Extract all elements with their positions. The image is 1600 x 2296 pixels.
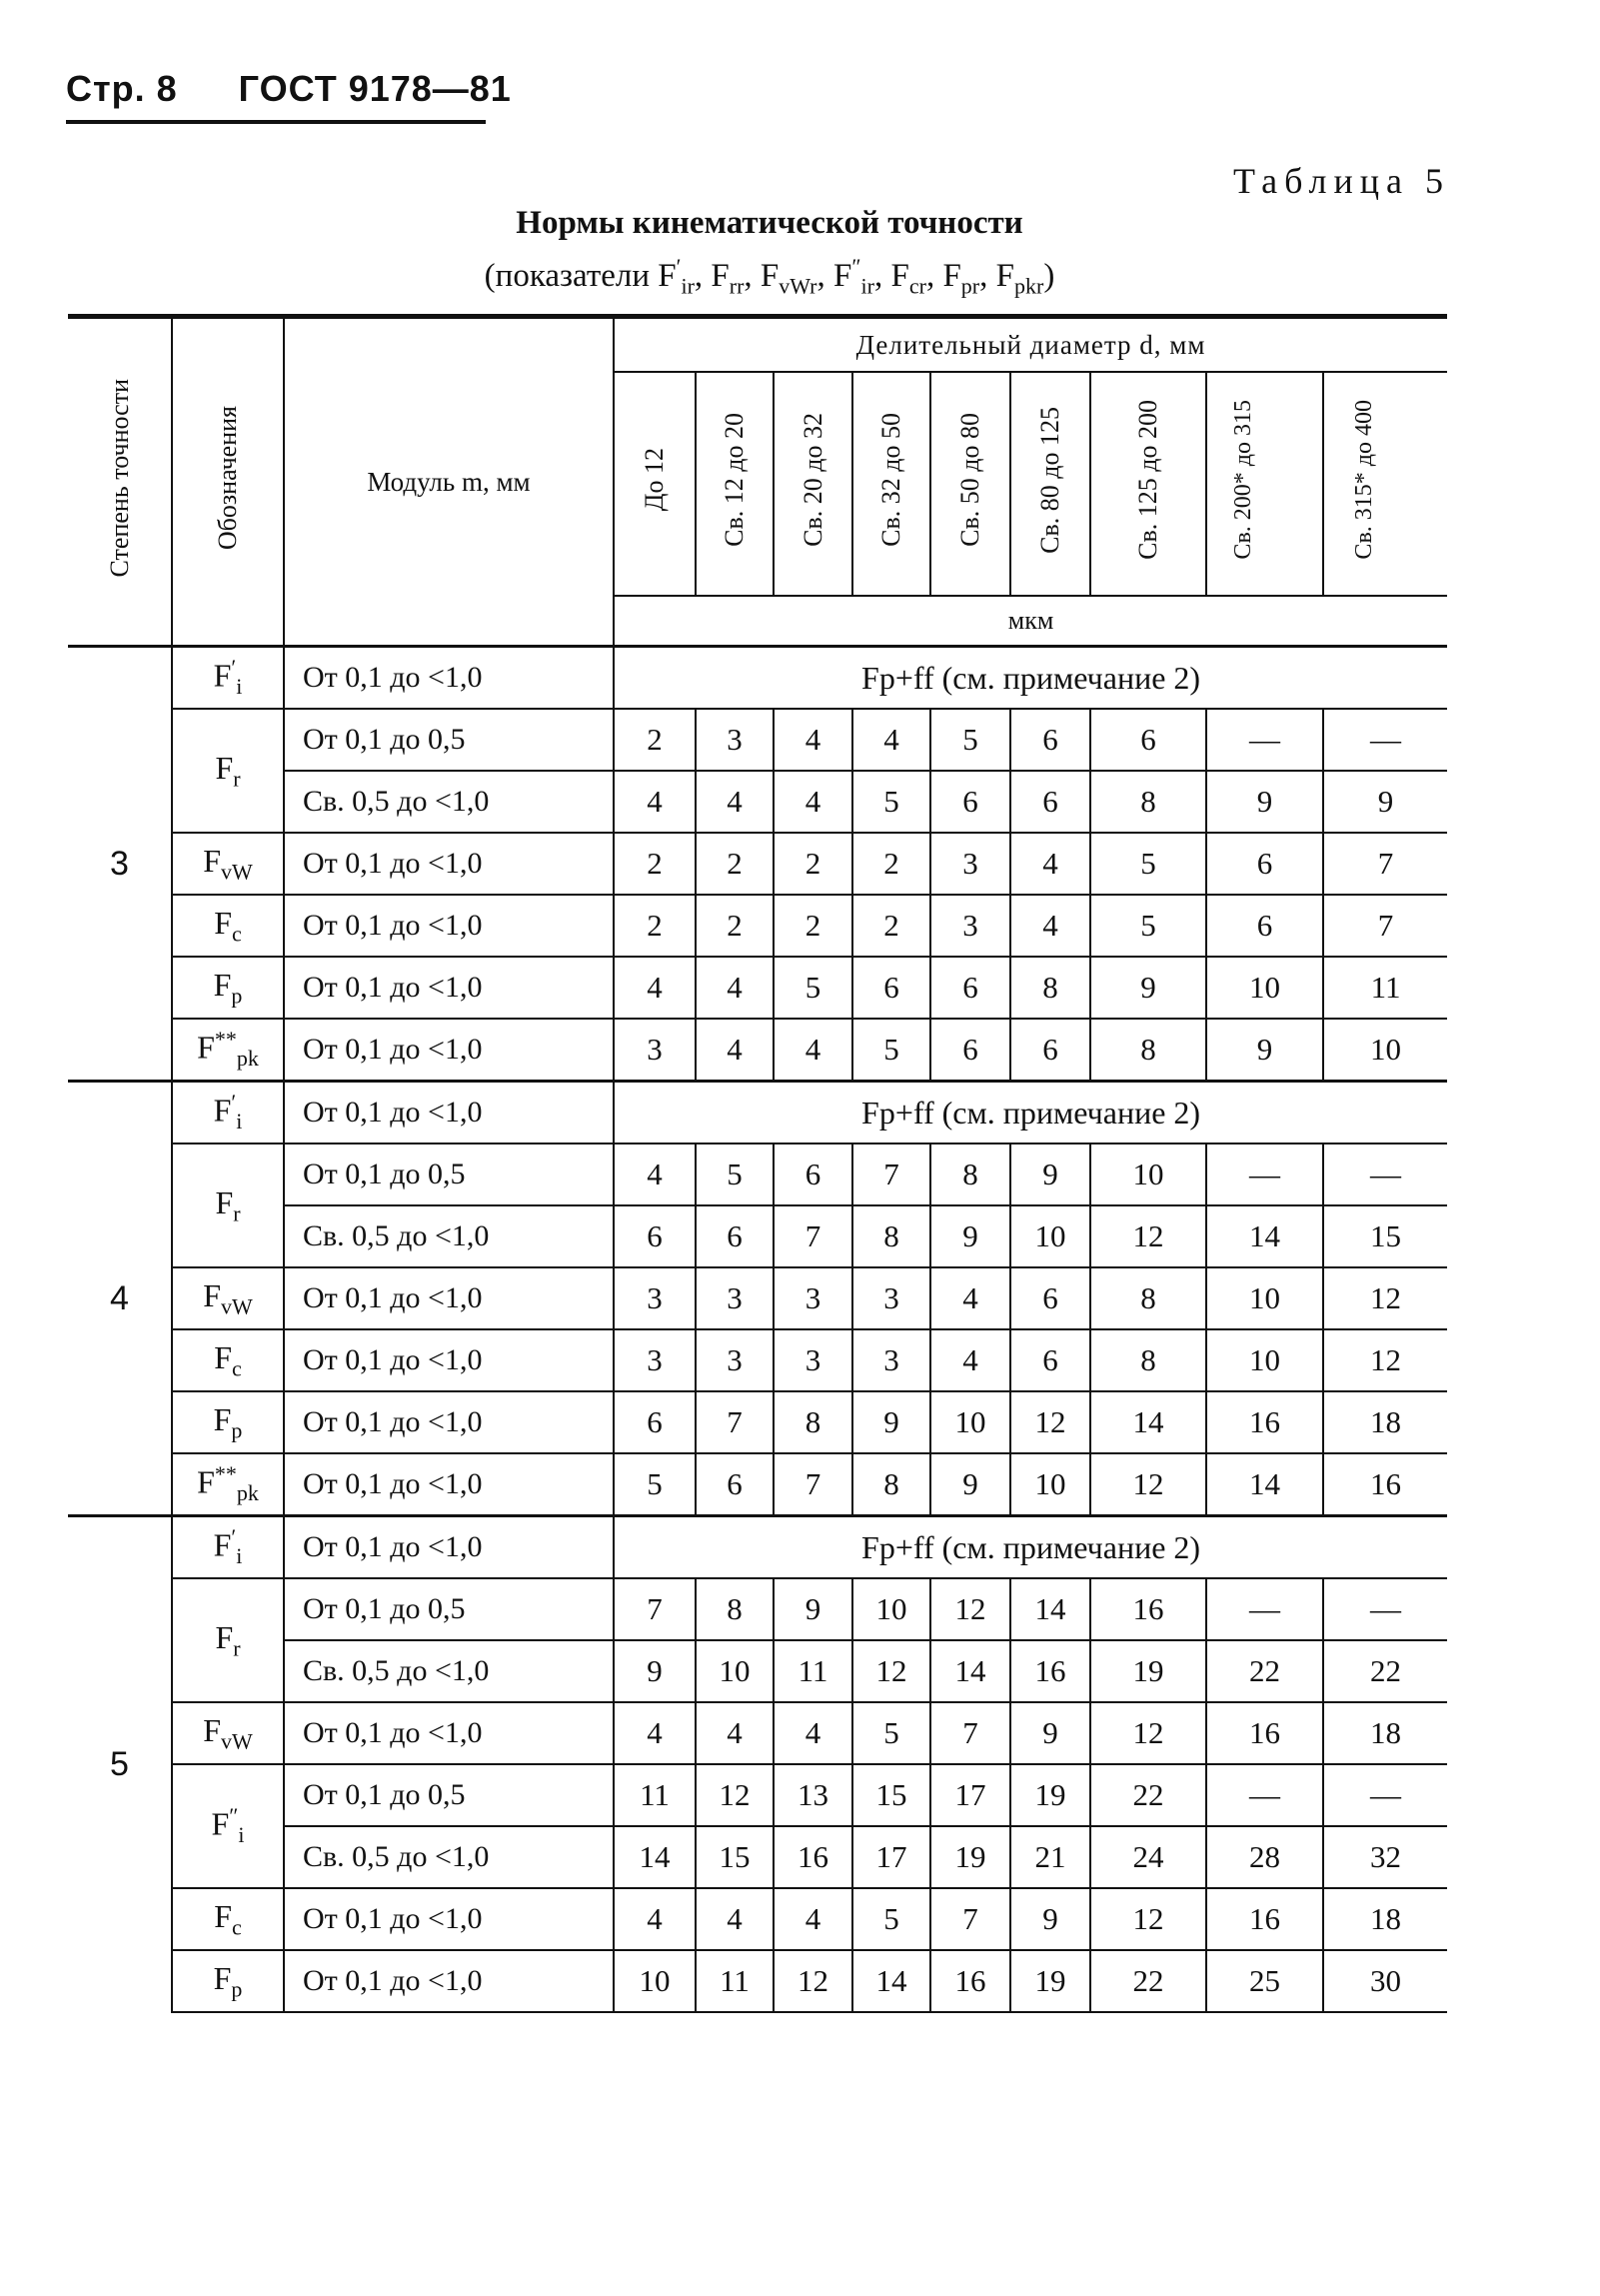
subtitle-indicator: $F_{pkr}$ [987,258,1044,299]
designation-cell: $F_p$ [172,1950,284,2012]
value-cell: 13 [774,1764,852,1826]
module-header: Модуль m, мм [284,317,614,647]
designation-cell: $F_r$ [172,709,284,833]
value-cell: 8 [1090,771,1206,833]
table-row [68,1516,1447,1579]
value-cell: 5 [852,1019,930,1082]
table-row [68,1019,1447,1082]
value-cell: 3 [614,1019,696,1082]
value-cell: 15 [1323,1205,1447,1267]
value-cell: 6 [1010,709,1090,771]
value-cell: 4 [1010,895,1090,957]
table-row [68,1391,1447,1453]
module-cell: Св. 0,5 до <1,0 [284,1640,614,1702]
diameter-label: Св. 32 до 50 [876,413,906,547]
table-row [68,647,1447,710]
designation-cell: $F'_i$ [172,1082,284,1145]
table-row [68,709,1447,771]
value-cell: 6 [774,1144,852,1205]
value-cell: 6 [1206,895,1323,957]
table-row [68,833,1447,895]
diameter-header [852,372,930,596]
value-cell: 6 [1206,833,1323,895]
value-cell: 3 [696,1329,774,1391]
value-cell: — [1206,1578,1323,1640]
value-cell: 3 [930,833,1010,895]
value-cell: 8 [1090,1329,1206,1391]
value-cell: 12 [696,1764,774,1826]
value-cell: 14 [1206,1205,1323,1267]
value-cell: 2 [696,833,774,895]
module-cell: Св. 0,5 до <1,0 [284,1205,614,1267]
module-cell: От 0,1 до <1,0 [284,833,614,895]
value-cell: 14 [852,1950,930,2012]
value-cell: 14 [1090,1391,1206,1453]
value-cell: 4 [774,1019,852,1082]
value-cell: 16 [1323,1453,1447,1516]
degree-cell: 4 [68,1082,172,1516]
value-cell: 25 [1206,1950,1323,2012]
value-cell: 4 [696,957,774,1019]
diameter-label: Св. 12 до 20 [720,413,750,547]
value-cell: 11 [774,1640,852,1702]
value-cell: 3 [774,1267,852,1329]
module-cell: Св. 0,5 до <1,0 [284,771,614,833]
value-cell: 7 [614,1578,696,1640]
value-cell: 6 [696,1453,774,1516]
value-cell: 9 [852,1391,930,1453]
table-row [68,1082,1447,1145]
value-cell: 14 [930,1640,1010,1702]
module-cell: От 0,1 до <1,0 [284,1516,614,1579]
designation-cell: $F_c$ [172,895,284,957]
value-cell: — [1206,1144,1323,1205]
value-cell: — [1323,709,1447,771]
subtitle-indicator: $F_{vWr}$, [752,258,825,299]
value-cell: 5 [852,1888,930,1950]
value-cell: 7 [930,1702,1010,1764]
value-cell: 12 [852,1640,930,1702]
value-cell: 8 [696,1578,774,1640]
value-cell: 22 [1206,1640,1323,1702]
value-cell: 30 [1323,1950,1447,2012]
value-cell: 6 [930,771,1010,833]
diameter-header [774,372,852,596]
table-row [68,957,1447,1019]
designation-cell: $F_c$ [172,1888,284,1950]
value-cell: 9 [1206,1019,1323,1082]
table-title: Нормы кинематической точности [516,205,1023,241]
value-cell: 19 [1010,1950,1090,2012]
table-row [68,1144,1447,1205]
value-cell: 7 [1323,895,1447,957]
value-cell: 8 [852,1453,930,1516]
table-row [68,895,1447,957]
value-cell: 16 [1206,1888,1323,1950]
table-row [68,1702,1447,1764]
module-cell: От 0,1 до 0,5 [284,709,614,771]
diameter-label: До 12 [640,448,670,512]
value-cell: 32 [1323,1826,1447,1888]
table-subtitle [0,254,1539,300]
value-cell: 7 [696,1391,774,1453]
value-cell: 4 [774,771,852,833]
table-row [68,1888,1447,1950]
diameter-label: Св. 50 до 80 [955,413,985,547]
value-cell: 19 [1090,1640,1206,1702]
diameter-label: Св. 200* до 315 [1229,400,1256,560]
module-cell: От 0,1 до <1,0 [284,1950,614,2012]
value-cell: 21 [1010,1826,1090,1888]
value-cell: 18 [1323,1702,1447,1764]
value-cell: 2 [614,833,696,895]
table-row [68,1578,1447,1640]
value-cell: 11 [696,1950,774,2012]
diameter-header [1010,372,1090,596]
value-cell: 8 [930,1144,1010,1205]
value-cell: 8 [1090,1267,1206,1329]
value-cell: 6 [930,1019,1010,1082]
unit-header: мкм [614,596,1447,647]
value-cell: 12 [1323,1267,1447,1329]
value-cell: 19 [1010,1764,1090,1826]
table-row [68,1329,1447,1391]
diameter-header [1206,372,1323,596]
formula-cell: Fp+ff (см. примечание 2) [614,1082,1447,1145]
table-label: Таблица 5 [1233,161,1450,201]
designation-cell: $F_r$ [172,1144,284,1267]
value-cell: 10 [852,1578,930,1640]
value-cell: 6 [1010,771,1090,833]
module-cell: От 0,1 до <1,0 [284,957,614,1019]
value-cell: — [1323,1764,1447,1826]
value-cell: 3 [696,709,774,771]
value-cell: 16 [1090,1578,1206,1640]
value-cell: 10 [1090,1144,1206,1205]
value-cell: 8 [774,1391,852,1453]
value-cell: 15 [696,1826,774,1888]
value-cell: 4 [774,709,852,771]
value-cell: 4 [614,957,696,1019]
value-cell: 19 [930,1826,1010,1888]
table-row [68,1267,1447,1329]
value-cell: — [1323,1578,1447,1640]
subtitle-indicator: $F_{cr}$, [882,258,935,299]
value-cell: 5 [930,709,1010,771]
module-cell: От 0,1 до <1,0 [284,1453,614,1516]
value-cell: 4 [614,771,696,833]
value-cell: 3 [852,1329,930,1391]
value-cell: 6 [614,1391,696,1453]
value-cell: 16 [1206,1391,1323,1453]
value-cell: 4 [614,1144,696,1205]
value-cell: 9 [614,1640,696,1702]
value-cell: 7 [1323,833,1447,895]
value-cell: 16 [930,1950,1010,2012]
value-cell: 10 [1206,957,1323,1019]
value-cell: 16 [1010,1640,1090,1702]
value-cell: 3 [614,1267,696,1329]
value-cell: 18 [1323,1391,1447,1453]
value-cell: 5 [852,1702,930,1764]
subtitle-prefix: (показатели [484,258,651,294]
value-cell: 14 [1010,1578,1090,1640]
subtitle-indicator: $F''_{ir}$, [824,254,883,299]
designation-cell: $F''_i$ [172,1764,284,1888]
value-cell: 5 [1090,833,1206,895]
diameter-label: Св. 315* до 400 [1350,400,1377,560]
degree-cell: 3 [110,844,129,883]
value-cell: 22 [1323,1640,1447,1702]
module-cell: От 0,1 до <1,0 [284,1888,614,1950]
designation-cell: $F_{vW}$ [172,833,284,895]
value-cell: 16 [1206,1702,1323,1764]
value-cell: 5 [852,771,930,833]
diameter-label: Св. 80 до 125 [1035,406,1065,554]
value-cell: 14 [614,1826,696,1888]
value-cell: 22 [1090,1764,1206,1826]
value-cell: 8 [1090,1019,1206,1082]
value-cell: 9 [774,1578,852,1640]
value-cell: 10 [1010,1205,1090,1267]
value-cell: 3 [614,1329,696,1391]
value-cell: 9 [930,1205,1010,1267]
value-cell: — [1323,1144,1447,1205]
subtitle-indicator: $F'_{ir}$, [658,254,704,299]
value-cell: 12 [1010,1391,1090,1453]
designation-cell: $F'_i$ [172,647,284,710]
value-cell: 11 [614,1764,696,1826]
module-cell: От 0,1 до <1,0 [284,647,614,710]
diameter-header [1323,372,1447,596]
value-cell: 7 [852,1144,930,1205]
value-cell: 14 [1206,1453,1323,1516]
value-cell: 12 [930,1578,1010,1640]
value-cell: 4 [774,1888,852,1950]
diameter-header [930,372,1010,596]
subtitle-indicator: $F_{rr}$, [703,258,753,299]
table-row [68,1764,1447,1826]
value-cell: 24 [1090,1826,1206,1888]
value-cell: 17 [930,1764,1010,1826]
value-cell: 5 [1090,895,1206,957]
designation-cell: $F_p$ [172,1391,284,1453]
value-cell: 22 [1090,1950,1206,2012]
value-cell: 10 [1206,1329,1323,1391]
value-cell: 6 [1010,1267,1090,1329]
degree-header: Степень точности [68,317,172,647]
value-cell: 6 [852,957,930,1019]
value-cell: 9 [930,1453,1010,1516]
value-cell: 9 [1010,1888,1090,1950]
value-cell: 3 [696,1267,774,1329]
value-cell: 2 [696,895,774,957]
subtitle-indicator: $F_{pr}$, [934,258,988,299]
designation-cell: $F^{**}_{pk}$ [172,1019,284,1082]
value-cell: 2 [614,709,696,771]
value-cell: 3 [930,895,1010,957]
value-cell: 9 [1323,771,1447,833]
header-rule [66,120,486,124]
value-cell: 4 [852,709,930,771]
value-cell: 4 [614,1702,696,1764]
value-cell: 4 [1010,833,1090,895]
value-cell: 3 [852,1267,930,1329]
value-cell: 10 [614,1950,696,2012]
module-cell: От 0,1 до <1,0 [284,1082,614,1145]
value-cell: 15 [852,1764,930,1826]
designation-cell: $F_{vW}$ [172,1702,284,1764]
module-cell: От 0,1 до <1,0 [284,1702,614,1764]
designation-cell: $F_{vW}$ [172,1267,284,1329]
value-cell: 18 [1323,1888,1447,1950]
value-cell: 6 [614,1205,696,1267]
page-number: Стр. 8 [66,68,178,109]
diameter-group-header: Делительный диаметр d, мм [614,317,1447,373]
value-cell: 9 [1010,1702,1090,1764]
diameter-header [614,372,696,596]
value-cell: 28 [1206,1826,1323,1888]
diameter-header [696,372,774,596]
diameter-header [1090,372,1206,596]
value-cell: 12 [1090,1888,1206,1950]
value-cell: 4 [696,1888,774,1950]
table-row [68,1950,1447,2012]
designation-cell: $F^{**}_{pk}$ [172,1453,284,1516]
value-cell: 7 [774,1453,852,1516]
value-cell: — [1206,709,1323,771]
value-cell: 10 [696,1640,774,1702]
value-cell: 4 [696,1702,774,1764]
value-cell: — [1206,1764,1323,1826]
module-cell: От 0,1 до <1,0 [284,1267,614,1329]
value-cell: 4 [930,1267,1010,1329]
value-cell: 12 [1090,1205,1206,1267]
value-cell: 10 [1323,1019,1447,1082]
value-cell: 16 [774,1826,852,1888]
value-cell: 11 [1323,957,1447,1019]
value-cell: 3 [774,1329,852,1391]
value-cell: 2 [774,833,852,895]
formula-cell: Fp+ff (см. примечание 2) [614,647,1447,710]
value-cell: 2 [852,895,930,957]
module-cell: От 0,1 до <1,0 [284,1329,614,1391]
value-cell: 4 [930,1329,1010,1391]
value-cell: 2 [852,833,930,895]
designation-cell: $F'_i$ [172,1516,284,1579]
value-cell: 8 [1010,957,1090,1019]
value-cell: 9 [1010,1144,1090,1205]
module-cell: От 0,1 до <1,0 [284,895,614,957]
value-cell: 4 [696,771,774,833]
module-cell: Св. 0,5 до <1,0 [284,1826,614,1888]
module-cell: От 0,1 до <1,0 [284,1019,614,1082]
diameter-label: Св. 20 до 32 [798,413,827,547]
value-cell: 4 [774,1702,852,1764]
value-cell: 12 [1323,1329,1447,1391]
module-cell: От 0,1 до 0,5 [284,1578,614,1640]
kinematic-accuracy-table [68,314,1447,2013]
value-cell: 10 [1010,1453,1090,1516]
designation-cell: $F_p$ [172,957,284,1019]
value-cell: 17 [852,1826,930,1888]
value-cell: 12 [774,1950,852,2012]
value-cell: 12 [1090,1702,1206,1764]
value-cell: 8 [852,1205,930,1267]
value-cell: 7 [774,1205,852,1267]
page-header [66,68,512,110]
formula-cell: Fp+ff (см. примечание 2) [614,1516,1447,1579]
value-cell: 5 [696,1144,774,1205]
designation-cell: $F_r$ [172,1578,284,1702]
value-cell: 7 [930,1888,1010,1950]
value-cell: 9 [1090,957,1206,1019]
value-cell: 2 [614,895,696,957]
value-cell: 4 [696,1019,774,1082]
value-cell: 4 [614,1888,696,1950]
value-cell: 10 [1206,1267,1323,1329]
value-cell: 6 [1010,1329,1090,1391]
diameter-label: Св. 125 до 200 [1133,400,1163,560]
value-cell: 6 [696,1205,774,1267]
value-cell: 6 [1090,709,1206,771]
subtitle-suffix: ) [1043,258,1055,294]
value-cell: 5 [774,957,852,1019]
designation-cell: $F_c$ [172,1329,284,1391]
designation-header: Обозначения [172,317,284,647]
module-cell: От 0,1 до 0,5 [284,1764,614,1826]
value-cell: 5 [614,1453,696,1516]
value-cell: 12 [1090,1453,1206,1516]
degree-cell: 5 [68,1516,172,2013]
module-cell: От 0,1 до 0,5 [284,1144,614,1205]
value-cell: 2 [774,895,852,957]
value-cell: 10 [930,1391,1010,1453]
table-row [68,1453,1447,1516]
value-cell: 9 [1206,771,1323,833]
value-cell: 6 [930,957,1010,1019]
standard-number: ГОСТ 9178—81 [238,68,512,109]
subtitle-indicators [658,254,1044,299]
value-cell: 6 [1010,1019,1090,1082]
module-cell: От 0,1 до <1,0 [284,1391,614,1453]
